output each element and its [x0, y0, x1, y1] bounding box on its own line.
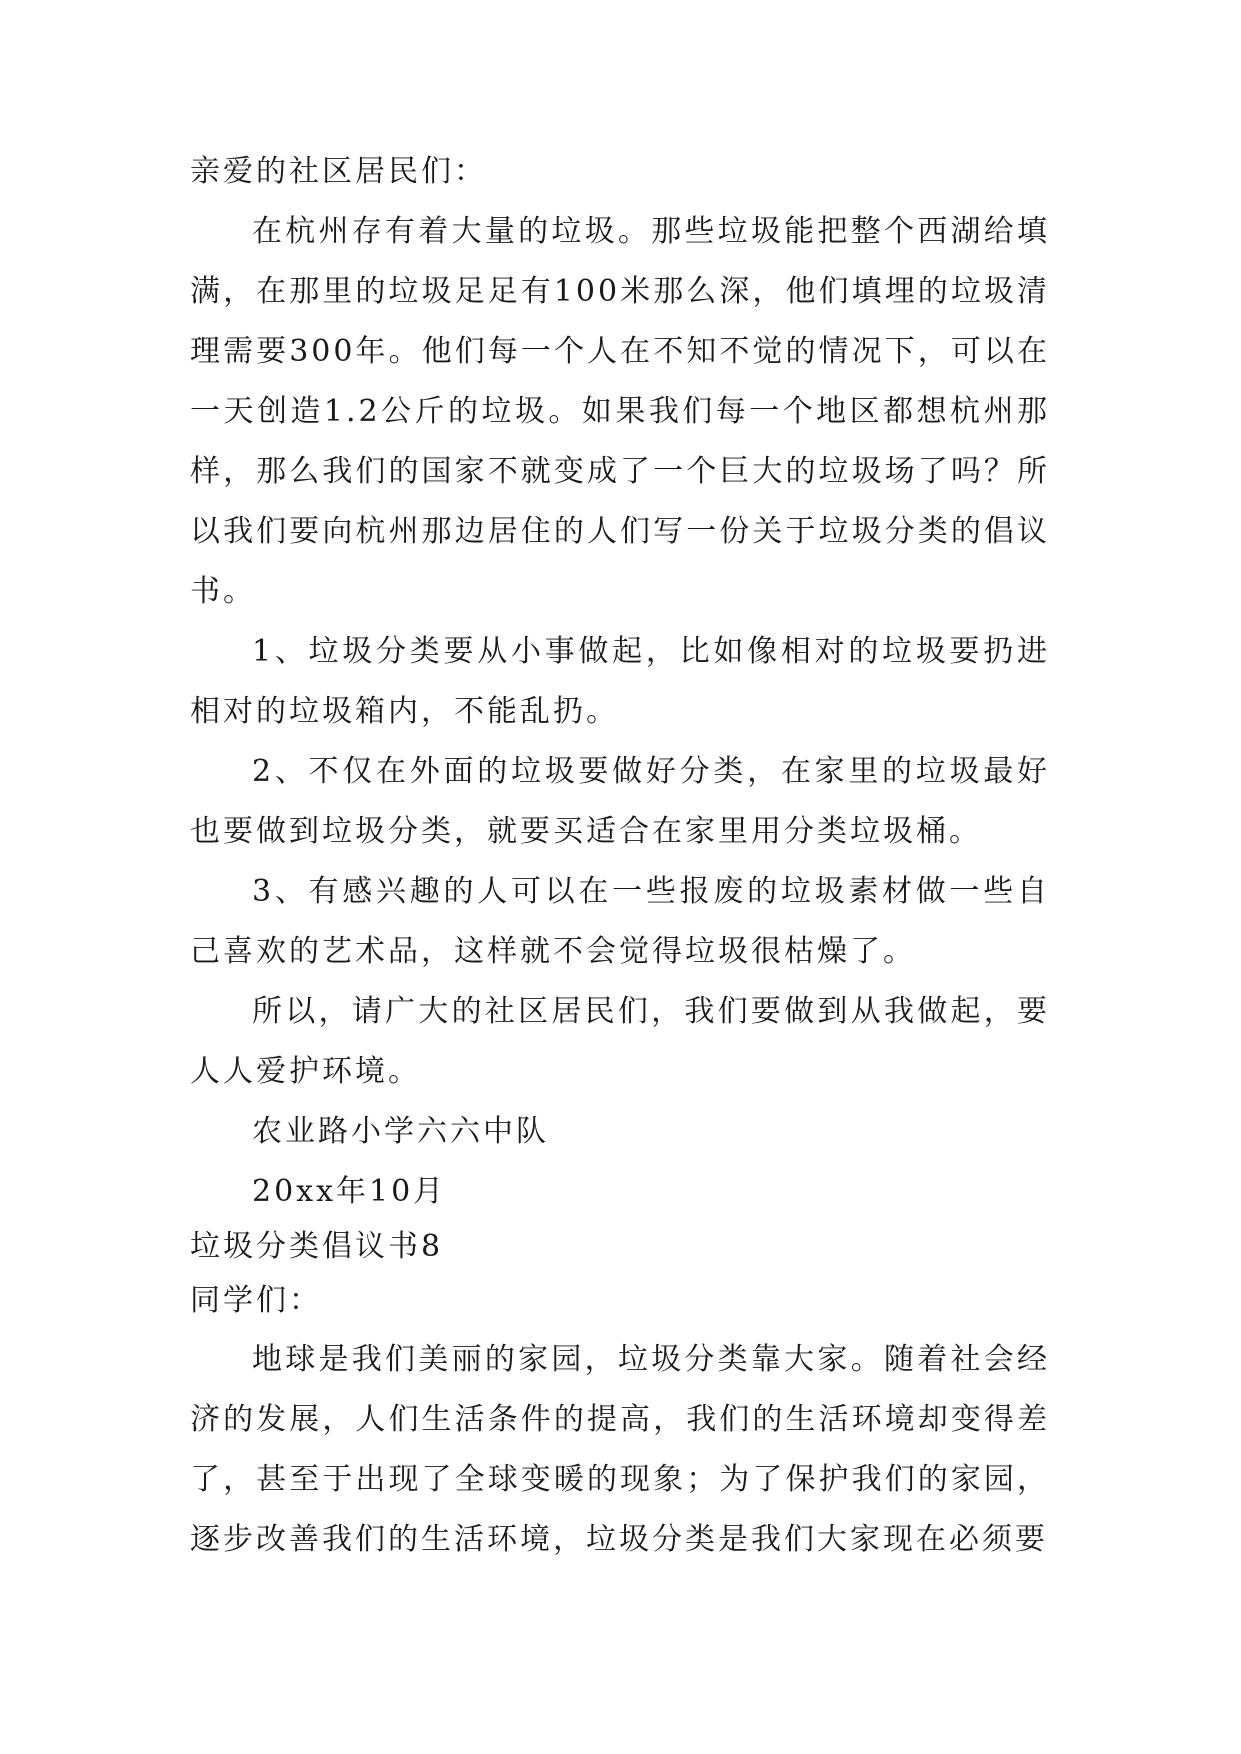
signature: 农业路小学六六中队	[252, 1114, 549, 1149]
proposal-item-1: 1、垃圾分类要从小事做起，比如像相对的垃圾要扔进相对的垃圾箱内，不能乱扔。	[190, 634, 1050, 729]
body-paragraph: 地球是我们美丽的家园，垃圾分类靠大家。随着社会经济的发展，人们生活条件的提高，我们的生活环境却变得差了，甚至于出现了全球变暖的现象；为了保护我们的家园，逐步改善我们的生活环境，垃圾分类是我们大家现在必须要	[190, 1342, 1050, 1557]
letter-body-1	[190, 142, 1050, 1222]
proposal-item-3: 3、有感兴趣的人可以在一些报废的垃圾素材做一些自己喜欢的艺术品，这样就不会觉得垃圾很枯燥了。	[190, 874, 1050, 969]
proposal-item-2: 2、不仅在外面的垃圾要做好分类，在家里的垃圾最好也要做到垃圾分类，就要买适合在家里用分类垃圾桶。	[190, 754, 1050, 849]
salutation: 亲爱的社区居民们：	[190, 154, 487, 189]
salutation-2: 同学们：	[190, 1283, 322, 1318]
closing-paragraph: 所以，请广大的社区居民们，我们要做到从我做起，要人人爱护环境。	[190, 994, 1050, 1089]
letter-body-2	[190, 1222, 1050, 1570]
date: 20xx年10月	[252, 1174, 447, 1209]
section-title: 垃圾分类倡议书8	[190, 1229, 444, 1264]
intro-paragraph: 在杭州存有着大量的垃圾。那些垃圾能把整个西湖给填满，在那里的垃圾足足有100米那么深，他们填埋的垃圾清理需要300年。他们每一个人在不知不觉的情况下，可以在一天创造1.2公斤的垃圾。如果我们每一个地区都想杭州那样，那么我们的国家不就变成了一个巨大的垃圾场了吗？所以我们要向杭州那边居住的人们写一份关于垃圾分类的倡议书。	[190, 214, 1050, 609]
